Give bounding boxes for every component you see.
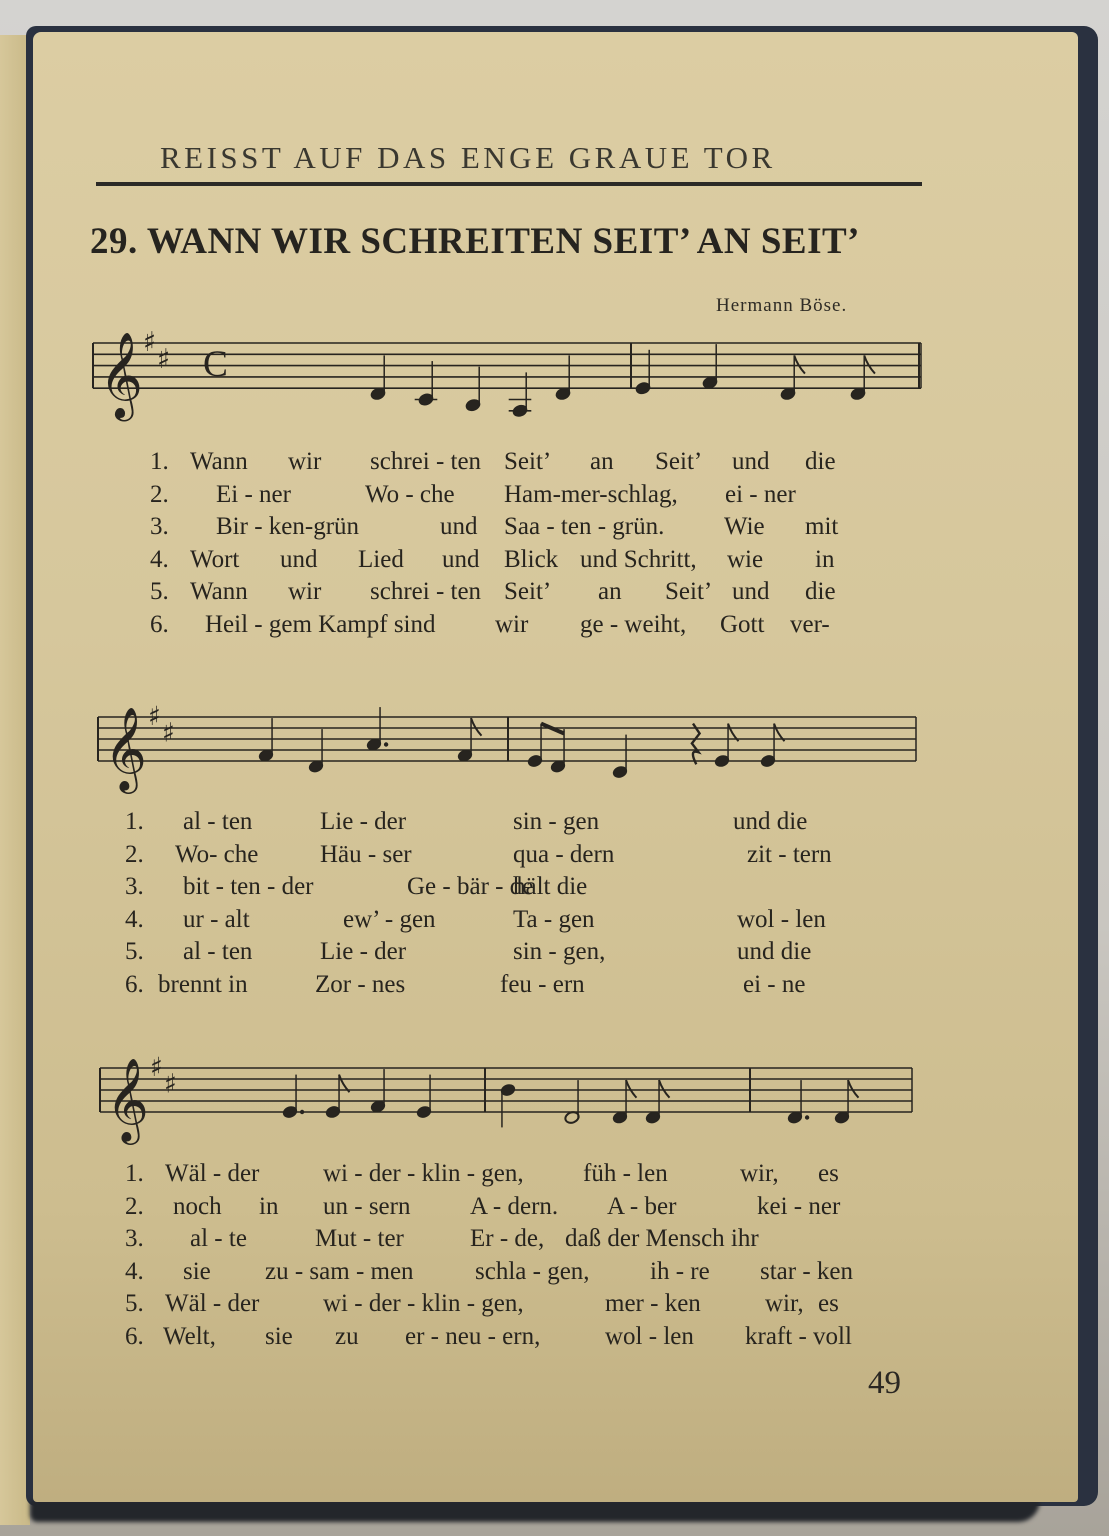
verse-number: 5. — [125, 938, 144, 965]
lyric-syllables: Wo - che — [365, 480, 455, 508]
lyric-syllables: schrei - ten — [370, 578, 482, 605]
lyric-syllables: al - te — [190, 1225, 247, 1252]
lyric-syllables: wir — [288, 448, 322, 475]
lyric-syllables: und — [440, 513, 478, 540]
lyric-syllables: kraft - voll — [745, 1322, 852, 1350]
verse-number: 6. — [150, 610, 169, 638]
lyric-syllables: schla - gen, — [475, 1257, 590, 1285]
lyric-syllables: ei - ner — [725, 480, 796, 508]
lyric-syllables: sie — [265, 1322, 293, 1350]
verse-number: 3. — [125, 1225, 144, 1252]
lyric-syllables: an — [590, 448, 614, 475]
verse-number: 2. — [125, 1192, 144, 1220]
lyric-syllables: und Schritt, — [580, 545, 697, 573]
lyric-syllables: sie — [183, 1257, 211, 1285]
verse-number: 3. — [150, 513, 169, 540]
header-rule — [96, 182, 922, 186]
verse-number: 1. — [125, 1160, 144, 1187]
verse-number: 2. — [150, 480, 169, 508]
lyric-syllables: schrei - ten — [370, 448, 482, 475]
verses-system-3 — [125, 1160, 905, 1360]
verse-number: 1. — [125, 808, 144, 835]
song-title: 29. WANN WIR SCHREITEN SEIT’ AN SEIT’ — [90, 221, 861, 262]
verse-number: 3. — [125, 873, 144, 900]
lyric-syllables: Wann — [190, 448, 248, 475]
lyric-syllables: wir — [288, 578, 322, 605]
lyric-syllables: qua - dern — [513, 840, 615, 868]
lyric-syllables: ew’ - gen — [343, 905, 436, 933]
lyric-syllables: wol - len — [605, 1322, 694, 1350]
verse-line-5 — [125, 938, 905, 970]
lyric-syllables: star - ken — [760, 1257, 854, 1285]
cover-shadow — [30, 1500, 1040, 1522]
lyric-syllables: feu - ern — [500, 970, 585, 998]
lyric-syllables: zu - sam - men — [265, 1257, 414, 1285]
running-head: REISST AUF DAS ENGE GRAUE TOR — [160, 140, 776, 175]
lyric-syllables: wir, — [765, 1290, 804, 1317]
lyric-syllables: wir, — [740, 1160, 779, 1187]
sharp-icon: ♯ — [157, 344, 171, 376]
lyric-syllables: ver- — [790, 610, 830, 638]
lyric-syllables: Seit’ — [665, 578, 713, 605]
verse-number: 4. — [125, 1257, 144, 1285]
lyric-syllables: in — [259, 1192, 279, 1220]
lyric-syllables: wi - der - klin - gen, — [323, 1290, 524, 1317]
verse-line-6 — [125, 971, 905, 1003]
lyric-syllables: Lie - der — [320, 938, 407, 965]
lyric-syllables: wi - der - klin - gen, — [323, 1160, 524, 1187]
lyric-syllables: Welt, — [163, 1322, 216, 1350]
lyric-syllables: die — [805, 578, 836, 605]
lyric-syllables: und — [442, 545, 480, 573]
sharp-icon: ♯ — [143, 327, 157, 359]
lyric-syllables: Bir - ken-grün — [216, 513, 360, 540]
verse-line-2 — [150, 481, 910, 513]
lyric-syllables: Wo- che — [175, 840, 259, 868]
lyric-syllables: Mut - ter — [315, 1225, 404, 1252]
lyric-syllables: Ham-mer-schlag, — [504, 480, 678, 508]
lyric-syllables: Wann — [190, 578, 248, 605]
lyric-syllables: brennt in — [158, 970, 248, 998]
lyric-syllables: Gott — [720, 610, 765, 638]
lyric-syllables: sin - gen, — [513, 938, 606, 965]
lyric-syllables: wie — [727, 545, 764, 573]
lyric-syllables: Zor - nes — [315, 970, 406, 998]
verse-number: 6. — [125, 970, 144, 998]
verse-line-6 — [150, 611, 910, 643]
lyric-syllables: al - ten — [183, 938, 253, 965]
lyric-syllables: zit - tern — [747, 840, 832, 868]
lyric-syllables: hält die — [513, 873, 588, 900]
verse-line-3 — [150, 513, 910, 545]
sharp-icon: ♯ — [150, 1051, 163, 1083]
sharp-icon: ♯ — [148, 700, 161, 732]
common-time-icon: C — [203, 343, 228, 385]
verse-line-3 — [125, 873, 905, 905]
lyric-syllables: al - ten — [183, 808, 253, 835]
lyric-syllables: bit - ten - der — [183, 873, 314, 900]
verse-line-1 — [150, 448, 910, 480]
lyric-syllables: wol - len — [737, 905, 826, 933]
lyric-syllables: zu — [335, 1322, 359, 1350]
verse-line-5 — [125, 1290, 905, 1322]
verse-number: 4. — [150, 545, 169, 573]
lyric-syllables: sin - gen — [513, 808, 600, 835]
verses-system-2 — [125, 808, 905, 1008]
lyric-syllables: er - neu - ern, — [405, 1322, 541, 1350]
lyric-syllables: Häu - ser — [320, 840, 412, 868]
lyric-syllables: Wie — [724, 513, 765, 540]
staff-2 — [98, 677, 936, 811]
lyric-syllables: Seit’ — [504, 578, 552, 605]
lyric-syllables: Blick — [504, 545, 559, 573]
sharp-icon: ♯ — [162, 717, 175, 749]
verse-number: 6. — [125, 1322, 144, 1350]
sharp-icon: ♯ — [164, 1068, 177, 1100]
lyric-syllables: mit — [805, 513, 839, 540]
verse-line-4 — [125, 906, 905, 938]
lyric-syllables: kei - ner — [757, 1192, 841, 1220]
lyric-syllables: Wäl - der — [165, 1290, 260, 1317]
verse-number: 1. — [150, 448, 169, 475]
verse-line-2 — [125, 841, 905, 873]
lyric-syllables: Wäl - der — [165, 1160, 260, 1187]
lyric-syllables: und — [732, 578, 770, 605]
verse-line-6 — [125, 1323, 905, 1355]
lyric-syllables: Ge - bär - de — [407, 873, 534, 900]
lyric-syllables: Seit’ — [504, 448, 552, 475]
lyric-syllables: Lied — [358, 545, 404, 573]
verse-line-5 — [150, 578, 910, 610]
lyric-syllables: es — [818, 1160, 839, 1187]
lyric-syllables: Saa - ten - grün. — [504, 513, 665, 540]
lyric-syllables: Heil - gem Kampf sind — [205, 610, 436, 638]
verse-line-2 — [125, 1193, 905, 1225]
staff-1 — [93, 303, 941, 438]
lyric-syllables: un - sern — [323, 1192, 411, 1220]
composer-credit: Hermann Böse. — [716, 295, 848, 316]
verses-system-1 — [150, 448, 910, 648]
lyric-syllables: A - dern. — [470, 1192, 559, 1220]
lyric-syllables: Ei - ner — [216, 480, 291, 508]
lyric-syllables: und die — [737, 938, 812, 965]
lyric-syllables: füh - len — [583, 1160, 668, 1187]
lyric-syllables: ur - alt — [183, 905, 250, 933]
lyric-syllables: die — [805, 448, 836, 475]
lyric-syllables: mer - ken — [605, 1290, 701, 1317]
lyric-syllables: und die — [733, 808, 808, 835]
verse-line-1 — [125, 1160, 905, 1192]
lyric-syllables: in — [815, 545, 835, 573]
lyric-syllables: und — [732, 448, 770, 475]
lyric-syllables: daß der Mensch ihr — [565, 1225, 759, 1252]
treble-clef-icon: 𝄞 — [99, 331, 144, 419]
lyric-syllables: an — [598, 578, 622, 605]
lyric-syllables: ei - ne — [743, 970, 806, 998]
lyric-syllables: noch — [173, 1192, 222, 1220]
verse-number: 2. — [125, 840, 144, 868]
verse-number: 5. — [150, 578, 169, 605]
lyric-syllables: ih - re — [650, 1257, 710, 1285]
page-number: 49 — [868, 1365, 901, 1401]
lyric-syllables: wir — [495, 610, 529, 638]
quarter-rest-icon — [692, 724, 700, 765]
lyric-syllables: Seit’ — [655, 448, 703, 475]
verse-number: 5. — [125, 1290, 144, 1317]
lyric-syllables: Lie - der — [320, 808, 407, 835]
verse-line-3 — [125, 1225, 905, 1257]
lyric-syllables: A - ber — [607, 1192, 677, 1220]
verse-line-1 — [125, 808, 905, 840]
verse-line-4 — [150, 546, 910, 578]
lyric-syllables: es — [818, 1290, 839, 1317]
lyric-syllables: Wort — [190, 545, 240, 573]
lyric-syllables: und — [280, 545, 318, 573]
treble-clef-icon: 𝄞 — [104, 707, 147, 791]
treble-clef-icon: 𝄞 — [106, 1058, 149, 1142]
lyric-syllables: ge - weiht, — [580, 610, 687, 638]
verse-line-4 — [125, 1258, 905, 1290]
staff-3 — [100, 1028, 932, 1162]
lyric-syllables: Er - de, — [470, 1225, 545, 1252]
lyric-syllables: Ta - gen — [513, 905, 595, 933]
verse-number: 4. — [125, 905, 144, 933]
